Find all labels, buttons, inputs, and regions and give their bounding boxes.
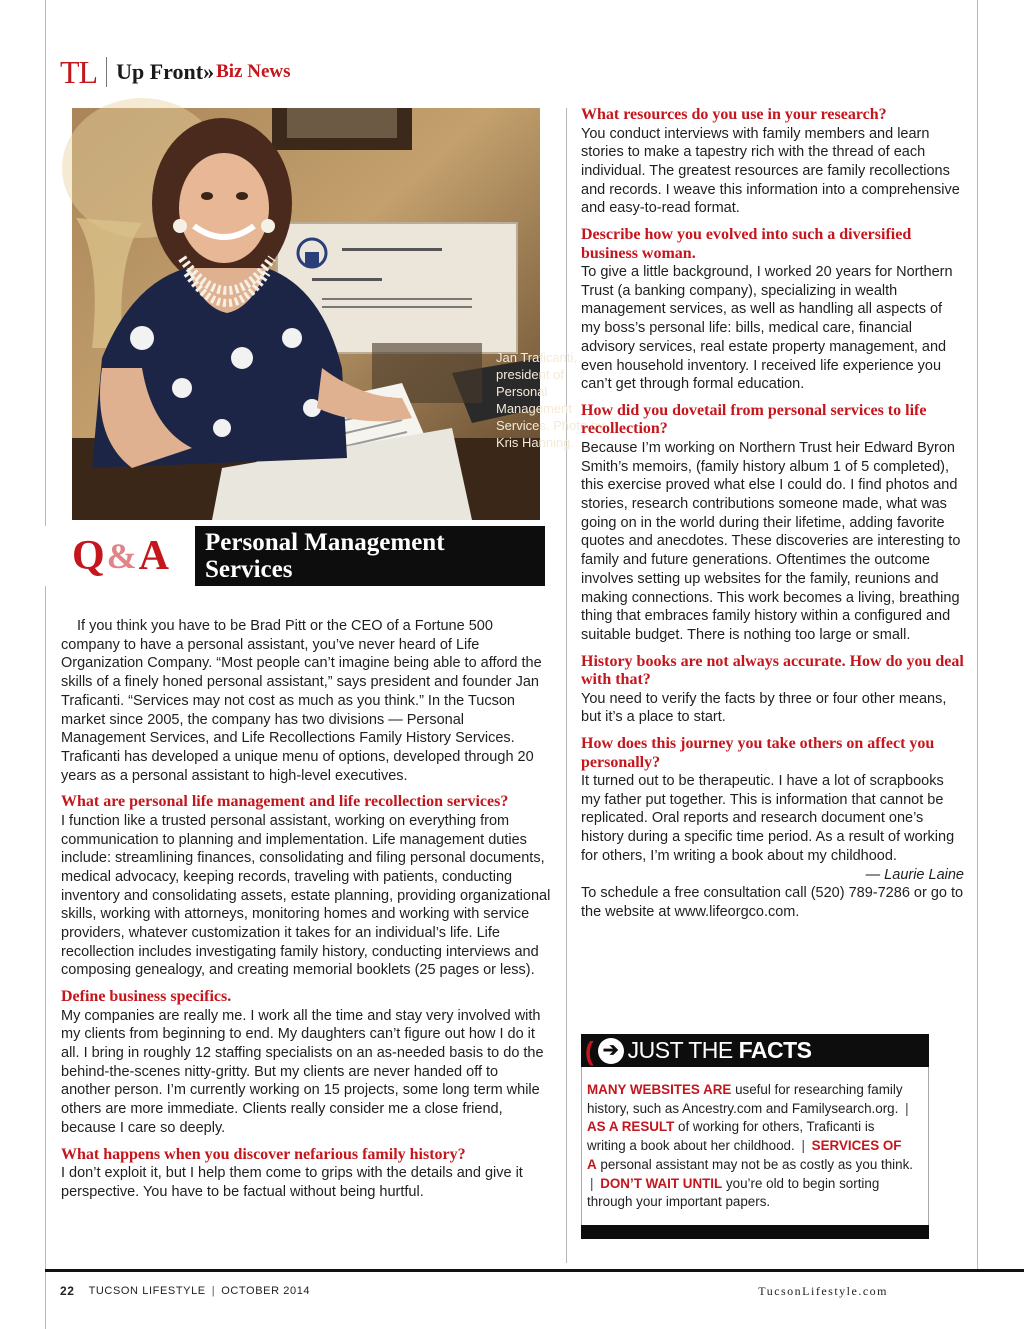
page-number: 22 — [60, 1284, 75, 1298]
qa-q: Q — [71, 533, 104, 579]
arrow-right-icon: ➔ — [598, 1038, 624, 1064]
magazine-name: TUCSON LIFESTYLE — [88, 1285, 206, 1297]
qa-logo — [45, 526, 195, 586]
answer-3: I don’t exploit it, but I help them come to grips with the details and give it perspective. You have to be factual without being hurtful. — [61, 1165, 523, 1200]
question-4: What resources do you use in your research? — [581, 106, 887, 123]
question-8: How does this journey you take others on affect you personally? — [581, 735, 935, 771]
section-header — [60, 55, 291, 89]
right-column — [581, 106, 964, 922]
answer-4: You conduct interviews with family members and learn stories to make a tapestry rich with the thread of each individual. The greatest resources are family recollections and records. I weave this information into a comprehensive and easy-to-read format. — [581, 125, 960, 217]
fact-4-text: you’re old to begin sorting through your important papers. — [587, 1175, 880, 1210]
fact-3-text: personal assistant may not be as costly as you think. — [596, 1156, 913, 1172]
article-title: Personal Management Services — [205, 529, 445, 583]
header-divider — [106, 57, 107, 87]
footer-rule — [45, 1269, 1024, 1272]
footer-website[interactable]: TucsonLifestyle.com — [758, 1284, 888, 1298]
question-7: History books are not always accurate. How do you deal with that? — [581, 652, 964, 689]
question-3: What happens when you discover nefarious family history? — [61, 1145, 466, 1163]
qa-ampersand: & — [106, 536, 136, 576]
column-divider — [566, 108, 567, 1263]
fact-1-lead: MANY WEBSITES ARE — [587, 1082, 732, 1097]
facts-header — [581, 1034, 929, 1067]
answer-8: It turned out to be therapeutic. I have a lot of scrapbooks my father put together. This is information that cannot be replicated. Oral reports and research document one’s history during a specific time period. As a result of working for others, I’m writing a book about my childhood. — [581, 773, 955, 864]
issue-date: OCTOBER 2014 — [221, 1285, 311, 1297]
footer-left — [60, 1284, 310, 1298]
answer-7: You need to verify the facts by three or four other means, but it’s a place to start. — [581, 690, 947, 726]
tl-logo: TL — [60, 54, 98, 90]
fact-3-lead: SERVICES OF A — [587, 1138, 902, 1172]
fact-separator: | — [905, 1100, 909, 1116]
fact-separator: | — [801, 1138, 805, 1154]
section-title: Up Front» — [116, 59, 215, 84]
author-signature: — Laurie Laine — [865, 866, 964, 883]
answer-2: My companies are really me. I work all the time and stay very involved with my clients from beginning to end. My daughters can’t figure out how I do it all. I bring in roughly 12 staffing specialists on an as-needed basis to do the behind-the-scenes nitty-gritty. But my clients are never handed off to another person. I’m currently working on 15 projects, some long term while others are more immediate. Clients really consider me a close friend, because I care so deeply. — [61, 1007, 544, 1136]
fact-2-text: of working for others, Traficanti is writing a book about her childhood. — [587, 1119, 875, 1154]
portrait-illustration — [72, 108, 540, 520]
fact-4-lead: DON’T WAIT UNTIL — [600, 1175, 723, 1191]
photo-caption: Jan Traficanti, president of Personal Management Services. Photo by Kris Hanning. — [496, 350, 605, 450]
facts-title: JUST THE FACTS — [627, 1037, 812, 1063]
portrait-photo — [72, 108, 605, 520]
qa-banner — [45, 526, 545, 586]
answer-5: To give a little background, I worked 20 years for Northern Trust (a banking company), specializing in wealth management services, as well as handling all aspects of my boss’s personal life: bills, medical care, financial advisory services, real estate property management, and even household inventory. I received life experience you can’t get through formal education. — [581, 264, 953, 393]
answer-6: Because I’m working on Northern Trust heir Edward Byron Smith’s memoirs, (family history album 1 of 5 completed), this exercise proved what else I could do. I find photos and stories, research contributions someone made, what was going on in the world during their lifetime, adding favorite quotes and anecdotes. These discoveries are interesting to family and future generations. Oftentimes the outcome involves setting up websites for the family, reunions and making connections. This work becomes a living, breathing thing that embraces family history within a configured and suitable budget. There is nothing too large or small. — [581, 439, 961, 643]
question-6: How did you dovetail from personal services to life recollection? — [581, 401, 927, 438]
question-1: What are personal life management and life recollection services? — [61, 793, 509, 811]
fact-2-lead: AS A RESULT — [587, 1119, 675, 1135]
right-page-rule — [977, 0, 978, 1269]
left-page-rule — [45, 0, 46, 1329]
qa-a: A — [138, 533, 168, 579]
answer-1: I function like a trusted personal assistant, working on everything from communication to planning and implementation. Life management duties include: streamlining finances, consolidating and filing personal documents, medical advocacy, keeping records, traveling with patients, conducting inventory and consolidating assets, estate planning, providing organizational skills, working with attorneys, monitoring homes and working with service providers, whatever customization it takes for an individual’s life. Life recollection includes investigating family history, conducting interviews and composing genealogy, and creating memorial booklets (25 pages or less). — [61, 812, 551, 979]
left-column — [61, 617, 551, 1201]
subsection-title: Biz News — [216, 61, 291, 82]
question-5: Describe how you evolved into such a diversified business woman. — [581, 226, 912, 262]
question-2: Define business specifics. — [61, 988, 232, 1006]
footer-separator: | — [211, 1285, 216, 1297]
contact-info: To schedule a free consultation call (520) 789-7286 or go to the website at www.lifeorgco.com. — [581, 885, 964, 920]
fact-separator: | — [590, 1175, 594, 1191]
bracket-icon: ( — [585, 1035, 594, 1066]
facts-text — [587, 1081, 913, 1212]
intro-paragraph: If you think you have to be Brad Pitt or the CEO of a Fortune 500 company to have a personal assistant, you’ve never heard of Life Organization Company. “Most people can’t imagine being able to afford the skills of a finely honed personal assistant,” says president and founder Jan Traficanti. “Services may not cost as much as you think.” In the Tucson market since 2005, the company has two divisions — Personal Management Services, and Life Recollections Family History Services. Traficanti has developed a unique menu of options, developed through 20 years as a personal assistant to high-level executives. — [61, 618, 542, 784]
fact-1-text: useful for researching family history, such as Ancestry.com and Familysearch.org. — [587, 1082, 903, 1116]
facts-footer-bar — [581, 1225, 929, 1239]
